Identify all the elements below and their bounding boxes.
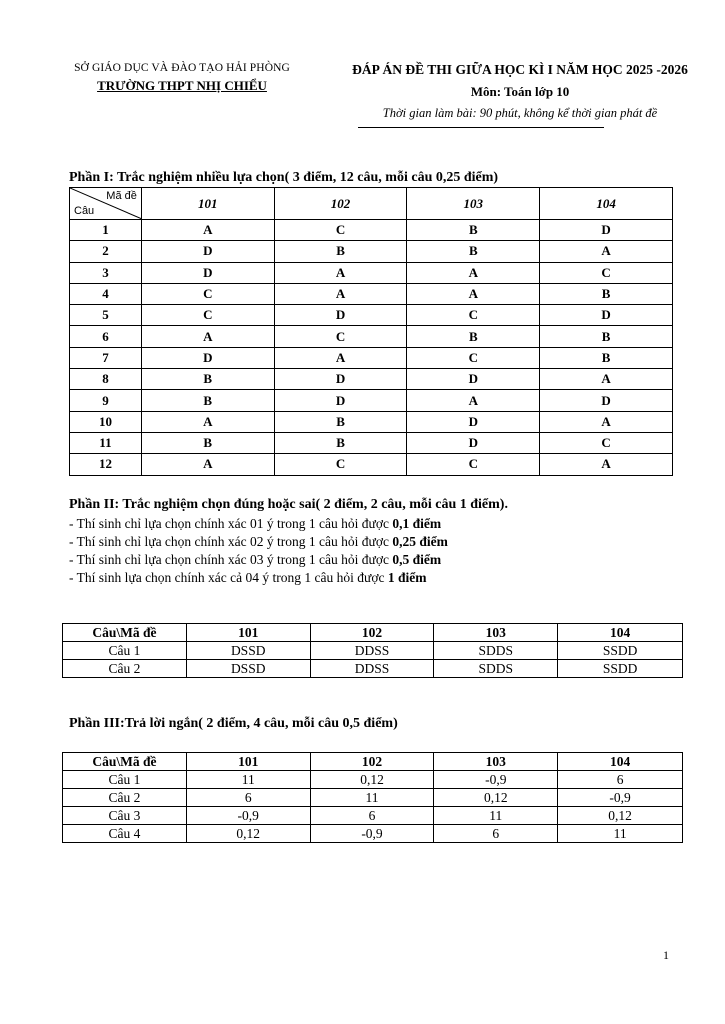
header-right xyxy=(330,62,710,121)
answer-cell: A xyxy=(141,411,274,432)
answer-cell: B xyxy=(407,326,540,347)
answer-cell: SDDS xyxy=(434,642,558,660)
answer-cell: C xyxy=(407,347,540,368)
question-cell: 12 xyxy=(70,454,142,475)
school-name: TRƯỜNG THPT NHỊ CHIỂU xyxy=(97,78,267,93)
answer-cell: 0,12 xyxy=(558,807,683,825)
table-row xyxy=(70,283,673,304)
subject: Môn: Toán lớp 10 xyxy=(470,84,570,99)
table-row xyxy=(70,432,673,453)
answer-cell: B xyxy=(274,411,407,432)
code-header: 102 xyxy=(274,188,407,220)
table-row xyxy=(70,411,673,432)
answer-cell: D xyxy=(141,241,274,262)
answer-cell: 6 xyxy=(558,771,683,789)
part2-table xyxy=(62,623,683,678)
answer-cell: -0,9 xyxy=(434,771,558,789)
header-cell: 102 xyxy=(310,624,434,642)
answer-cell: C xyxy=(274,220,407,241)
question-cell: 7 xyxy=(70,347,142,368)
table-header-row xyxy=(63,753,683,771)
answer-cell: B xyxy=(274,241,407,262)
header-cell: 101 xyxy=(186,753,310,771)
document-title: ĐÁP ÁN ĐỀ THI GIỮA HỌC KÌ I NĂM HỌC 2025 -2026 xyxy=(352,62,688,77)
answer-cell: B xyxy=(274,432,407,453)
answer-cell: A xyxy=(274,283,407,304)
part2-rules xyxy=(69,515,448,587)
part1-header-row xyxy=(70,188,673,220)
answer-cell: DSSD xyxy=(186,642,310,660)
rule-item: - Thí sinh chỉ lựa chọn chính xác 03 ý trong 1 câu hỏi được 0,5 điểm xyxy=(69,552,442,567)
corner-question-label: Câu xyxy=(74,205,95,217)
part1-table xyxy=(69,187,673,476)
question-cell: Câu 1 xyxy=(63,771,187,789)
question-cell: Câu 2 xyxy=(63,789,187,807)
answer-cell: D xyxy=(540,220,673,241)
question-cell: 10 xyxy=(70,411,142,432)
header-cell: 104 xyxy=(558,753,683,771)
answer-cell: D xyxy=(274,305,407,326)
answer-cell: A xyxy=(540,369,673,390)
table-row xyxy=(70,347,673,368)
question-cell: Câu 4 xyxy=(63,825,187,843)
part2-title: Phần II: Trắc nghiệm chọn đúng hoặc sai( 2 điểm, 2 câu, mỗi câu 1 điểm). xyxy=(69,497,508,512)
question-cell: Câu 3 xyxy=(63,807,187,825)
answer-cell: -0,9 xyxy=(558,789,683,807)
header-cell: 103 xyxy=(434,753,558,771)
answer-cell: B xyxy=(407,220,540,241)
code-header: 103 xyxy=(407,188,540,220)
code-header: 101 xyxy=(141,188,274,220)
table-row xyxy=(63,789,683,807)
answer-cell: C xyxy=(407,454,540,475)
answer-cell: 11 xyxy=(558,825,683,843)
question-cell: 4 xyxy=(70,283,142,304)
answer-cell: A xyxy=(274,347,407,368)
corner-cell xyxy=(70,188,142,220)
duration: Thời gian làm bài: 90 phút, không kể thời gian phát đề xyxy=(382,106,658,120)
table-row xyxy=(70,305,673,326)
header-underline xyxy=(358,127,604,128)
answer-cell: -0,9 xyxy=(186,807,310,825)
answer-cell: D xyxy=(407,369,540,390)
answer-cell: -0,9 xyxy=(310,825,434,843)
answer-cell: A xyxy=(274,262,407,283)
question-cell: Câu 2 xyxy=(63,660,187,678)
question-cell: 5 xyxy=(70,305,142,326)
answer-cell: C xyxy=(540,262,673,283)
answer-cell: DDSS xyxy=(310,642,434,660)
table-row xyxy=(63,642,683,660)
answer-cell: A xyxy=(141,454,274,475)
department-name: SỞ GIÁO DỤC VÀ ĐÀO TẠO HẢI PHÒNG xyxy=(74,62,290,74)
answer-cell: B xyxy=(407,241,540,262)
answer-cell: A xyxy=(540,454,673,475)
answer-cell: D xyxy=(540,305,673,326)
answer-cell: A xyxy=(407,390,540,411)
answer-cell: C xyxy=(407,305,540,326)
answer-cell: A xyxy=(141,326,274,347)
header-cell: 101 xyxy=(186,624,310,642)
answer-cell: 0,12 xyxy=(310,771,434,789)
answer-cell: D xyxy=(141,347,274,368)
rule-item: - Thí sinh chỉ lựa chọn chính xác 01 ý trong 1 câu hỏi được 0,1 điểm xyxy=(69,516,442,531)
table-row xyxy=(70,326,673,347)
question-cell: 3 xyxy=(70,262,142,283)
page-number: 1 xyxy=(663,948,669,962)
rule-item: - Thí sinh lựa chọn chính xác cả 04 ý trong 1 câu hỏi được 1 điểm xyxy=(69,570,427,585)
table-row xyxy=(70,454,673,475)
answer-cell: B xyxy=(141,369,274,390)
question-cell: 8 xyxy=(70,369,142,390)
answer-cell: A xyxy=(141,220,274,241)
answer-cell: 6 xyxy=(186,789,310,807)
answer-cell: D xyxy=(274,369,407,390)
answer-cell: DSSD xyxy=(186,660,310,678)
question-cell: 11 xyxy=(70,432,142,453)
answer-cell: B xyxy=(540,347,673,368)
answer-cell: C xyxy=(540,432,673,453)
table-row xyxy=(70,220,673,241)
answer-cell: SSDD xyxy=(558,642,683,660)
header-cell: 104 xyxy=(558,624,683,642)
answer-cell: B xyxy=(141,432,274,453)
answer-cell: 11 xyxy=(434,807,558,825)
part1-title: Phần I: Trắc nghiệm nhiều lựa chọn( 3 điểm, 12 câu, mỗi câu 0,25 điểm) xyxy=(69,170,499,185)
answer-cell: D xyxy=(274,390,407,411)
answer-cell: B xyxy=(141,390,274,411)
answer-cell: 11 xyxy=(310,789,434,807)
answer-cell: A xyxy=(407,262,540,283)
header-cell: Câu\Mã đề xyxy=(63,624,187,642)
part3-title: Phần III:Trả lời ngắn( 2 điểm, 4 câu, mỗi câu 0,5 điểm) xyxy=(69,716,398,731)
table-header-row xyxy=(63,624,683,642)
answer-cell: C xyxy=(141,305,274,326)
answer-cell: A xyxy=(540,411,673,432)
answer-cell: 6 xyxy=(310,807,434,825)
table-row xyxy=(63,825,683,843)
table-row xyxy=(63,771,683,789)
answer-cell: D xyxy=(407,432,540,453)
answer-cell: C xyxy=(274,454,407,475)
table-row xyxy=(70,241,673,262)
table-row xyxy=(63,660,683,678)
table-row xyxy=(70,369,673,390)
answer-cell: 6 xyxy=(434,825,558,843)
table-row xyxy=(70,390,673,411)
answer-cell: C xyxy=(141,283,274,304)
question-cell: Câu 1 xyxy=(63,642,187,660)
answer-cell: D xyxy=(407,411,540,432)
question-cell: 6 xyxy=(70,326,142,347)
answer-cell: 0,12 xyxy=(186,825,310,843)
answer-cell: B xyxy=(540,283,673,304)
table-row xyxy=(70,262,673,283)
header-cell: Câu\Mã đề xyxy=(63,753,187,771)
answer-cell: DDSS xyxy=(310,660,434,678)
question-cell: 1 xyxy=(70,220,142,241)
answer-cell: A xyxy=(407,283,540,304)
answer-cell: SSDD xyxy=(558,660,683,678)
question-cell: 9 xyxy=(70,390,142,411)
table-row xyxy=(63,807,683,825)
header-left xyxy=(62,62,302,95)
part3-table xyxy=(62,752,683,843)
answer-cell: B xyxy=(540,326,673,347)
answer-cell: C xyxy=(274,326,407,347)
answer-cell: 11 xyxy=(186,771,310,789)
header-cell: 103 xyxy=(434,624,558,642)
header-cell: 102 xyxy=(310,753,434,771)
answer-cell: D xyxy=(540,390,673,411)
question-cell: 2 xyxy=(70,241,142,262)
answer-cell: D xyxy=(141,262,274,283)
corner-code-label: Mã đề xyxy=(106,190,137,202)
rule-item: - Thí sinh chỉ lựa chọn chính xác 02 ý trong 1 câu hỏi được 0,25 điểm xyxy=(69,534,448,549)
answer-cell: SDDS xyxy=(434,660,558,678)
answer-cell: 0,12 xyxy=(434,789,558,807)
code-header: 104 xyxy=(540,188,673,220)
answer-cell: A xyxy=(540,241,673,262)
